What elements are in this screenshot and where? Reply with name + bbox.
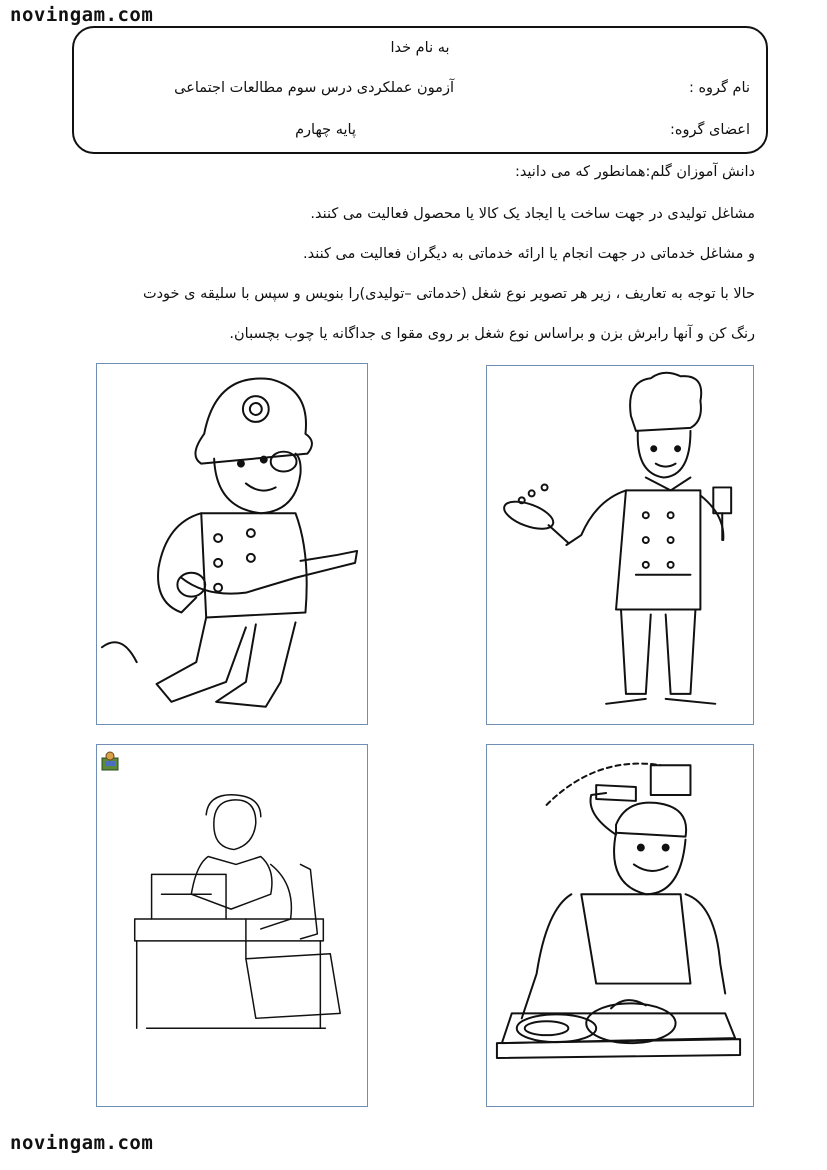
tailor-image <box>96 744 368 1107</box>
intro-text: دانش آموزان گلم:همانطور که می دانید: <box>514 164 755 180</box>
butcher-image <box>486 744 754 1107</box>
instruction-line-2: رنگ کن و آنها رابرش بزن و براساس نوع شغل بر روی مقوا ی جداگانه یا چوب بچسبان. <box>229 326 755 342</box>
instruction-line-1: حالا با توجه به تعاریف ، زیر هر تصویر نوع شغل (خدماتی –تولیدی)را بنویس و سپس با سلیقه ی خودت <box>142 286 755 302</box>
header-box <box>72 26 768 154</box>
group-members-label: اعضای گروه: <box>669 122 750 138</box>
group-name-label: نام گروه : <box>688 80 750 96</box>
exam-title: آزمون عملکردی درس سوم مطالعات اجتماعی <box>174 80 454 96</box>
watermark-bottom: novingam.com <box>10 1132 154 1154</box>
butcher-illustration <box>487 745 753 1106</box>
watermark-top: novingam.com <box>10 4 154 26</box>
production-jobs-text: مشاغل تولیدی در جهت ساخت یا ایجاد یک کالا یا محصول فعالیت می کنند. <box>310 206 755 222</box>
chef-illustration <box>487 366 753 724</box>
tailor-illustration <box>97 745 367 1106</box>
basmala-heading: به نام خدا <box>390 40 450 56</box>
grade-label: پایه چهارم <box>295 122 356 138</box>
service-jobs-text: و مشاغل خدماتی در جهت انجام یا ارائه خدماتی به دیگران فعالیت می کنند. <box>303 246 755 262</box>
decorative-sticker-icon <box>100 750 120 772</box>
chef-image <box>486 365 754 725</box>
firefighter-illustration <box>97 364 367 724</box>
firefighter-image <box>96 363 368 725</box>
